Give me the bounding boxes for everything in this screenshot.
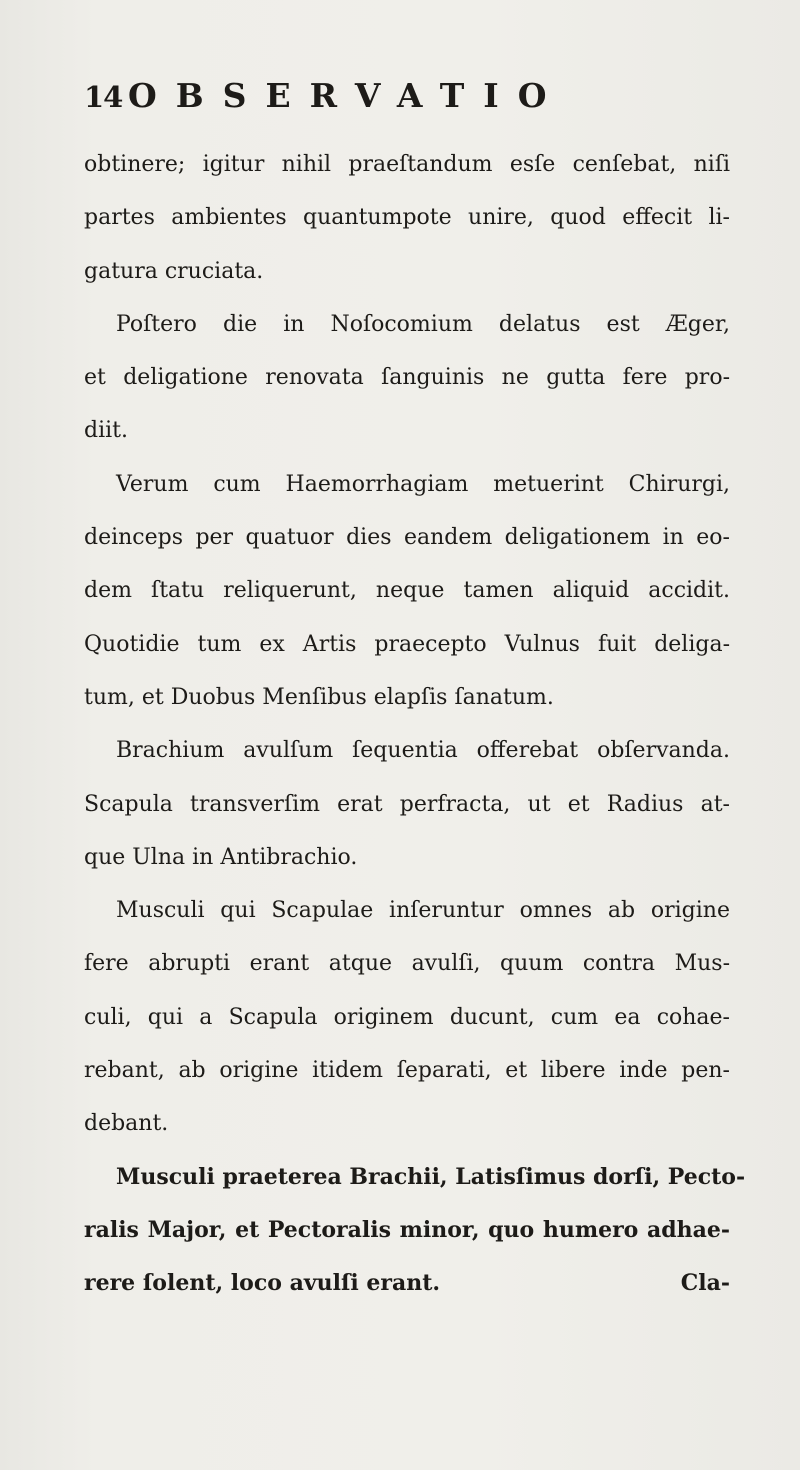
running-head: OBSERVATIO [128, 76, 566, 115]
final-line [84, 1257, 730, 1310]
paragraph-start-line: Poſtero die in Noſocomium delatus est Æger, [116, 311, 730, 337]
text-line: culi, qui a Scapula originem ducunt, cum ea cohae- [84, 1004, 730, 1030]
text-line: ralis Major, et Pectoralis minor, quo humero adhae- [84, 1216, 730, 1243]
paragraph-start-line: Musculi qui Scapulae inſeruntur omnes ab origine [116, 898, 730, 924]
text-line: tum, et Duobus Menſibus elapſis ſanatum. [84, 684, 554, 710]
text-line: diit. [84, 418, 128, 444]
page-header [84, 76, 684, 126]
text-line: rebant, ab origine itidem ſeparati, et libere inde pen- [84, 1058, 730, 1084]
text-line-content: rere ſolent, loco avulſi erant. [84, 1270, 441, 1297]
text-line: fere abrupti erant atque avulſi, quum contra Mus- [84, 951, 730, 977]
text-line: gatura cruciata. [84, 258, 264, 284]
text-line: que Ulna in Antibrachio. [84, 844, 358, 870]
page-number: 14 [84, 80, 123, 114]
text-line: Quotidie tum ex Artis praecepto Vulnus fuit deliga- [84, 631, 730, 657]
paragraph-start-line: Brachium avulſum ſequentia offerebat obſervanda. [116, 738, 730, 764]
text-line: debant. [84, 1111, 169, 1137]
text-line: partes ambientes quantumpote unire, quod effecit li- [84, 205, 730, 231]
body-text [84, 138, 746, 1311]
catchword: Cla- [680, 1270, 730, 1297]
text-line: obtinere; igitur nihil praeſtandum esſe cenſebat, niſi [84, 152, 730, 177]
text-line: Scapula transverſim erat perfracta, ut et Radius at- [84, 791, 730, 817]
text-line: deinceps per quatuor dies eandem deligationem in eo- [84, 525, 730, 551]
text-line: dem ſtatu reliquerunt, neque tamen aliquid accidit. [84, 578, 730, 604]
paragraph-start-line: Musculi praeterea Brachii, Latisſimus dorſi, Pecto- [116, 1163, 746, 1190]
text-line: et deligatione renovata ſanguinis ne gutta fere pro- [84, 365, 730, 391]
paragraph-start-line: Verum cum Haemorrhagiam metuerint Chirurgi, [116, 471, 730, 497]
